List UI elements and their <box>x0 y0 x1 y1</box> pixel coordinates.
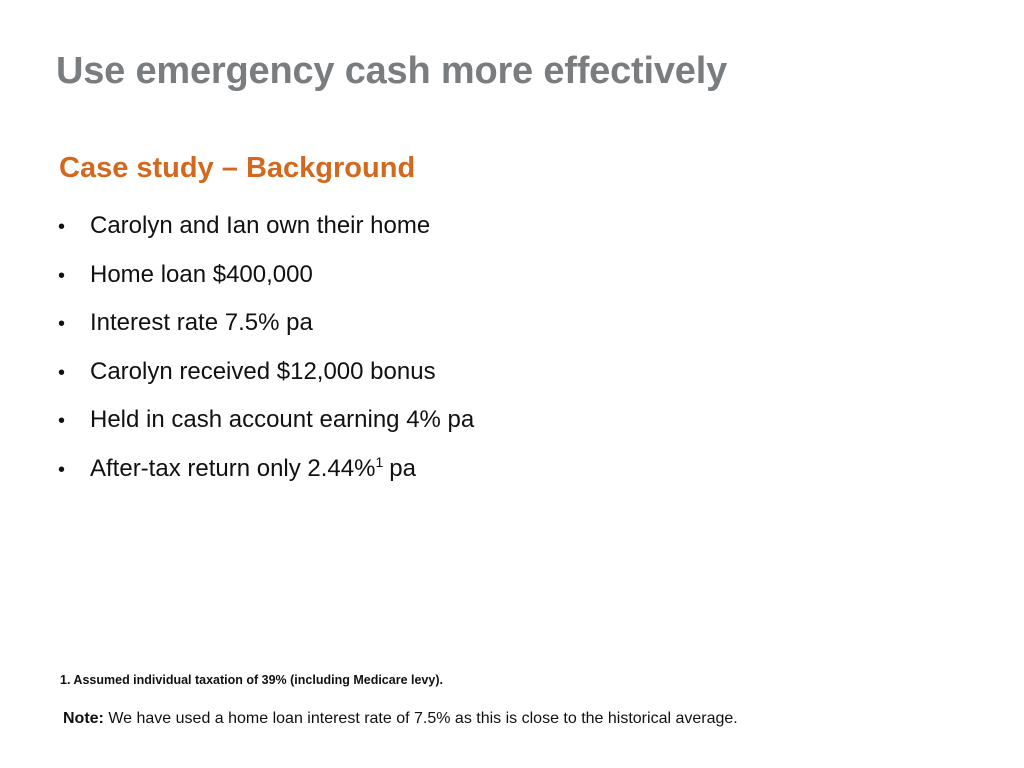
list-item <box>58 406 474 455</box>
bullet-text: Carolyn received $12,000 bonus <box>90 357 436 385</box>
bullet-icon: • <box>58 410 66 433</box>
footnote: 1. Assumed individual taxation of 39% (including Medicare levy). <box>60 673 443 687</box>
bullet-icon: • <box>58 313 66 336</box>
bullet-icon: • <box>58 361 66 384</box>
list-item <box>58 309 474 358</box>
list-item <box>58 358 474 407</box>
section-heading: Case study – Background <box>59 152 416 184</box>
bullet-icon: • <box>58 264 66 287</box>
bullet-text: Home loan $400,000 <box>90 260 313 288</box>
bullet-icon: • <box>58 216 66 238</box>
slide-title: Use emergency cash more effectively <box>56 50 728 92</box>
note <box>63 710 738 728</box>
bullet-text: Interest rate 7.5% pa <box>90 309 313 337</box>
note-text: We have used a home loan interest rate of 7.5% as this is close to the historical average. <box>108 710 738 727</box>
footnote-marker: 1 <box>375 453 384 470</box>
bullet-text: Carolyn and Ian own their home <box>90 212 431 239</box>
bullet-main-text: After-tax return only 2.44% <box>90 454 376 482</box>
note-label: Note: <box>63 710 104 727</box>
bullet-icon: • <box>58 458 66 481</box>
bullet-text: Held in cash account earning 4% pa <box>90 406 475 434</box>
bullet-list <box>58 212 474 504</box>
list-item <box>58 455 474 504</box>
bullet-suffix: pa <box>389 454 416 482</box>
bullet-text <box>90 455 416 483</box>
list-item <box>58 212 474 261</box>
list-item <box>58 261 474 310</box>
